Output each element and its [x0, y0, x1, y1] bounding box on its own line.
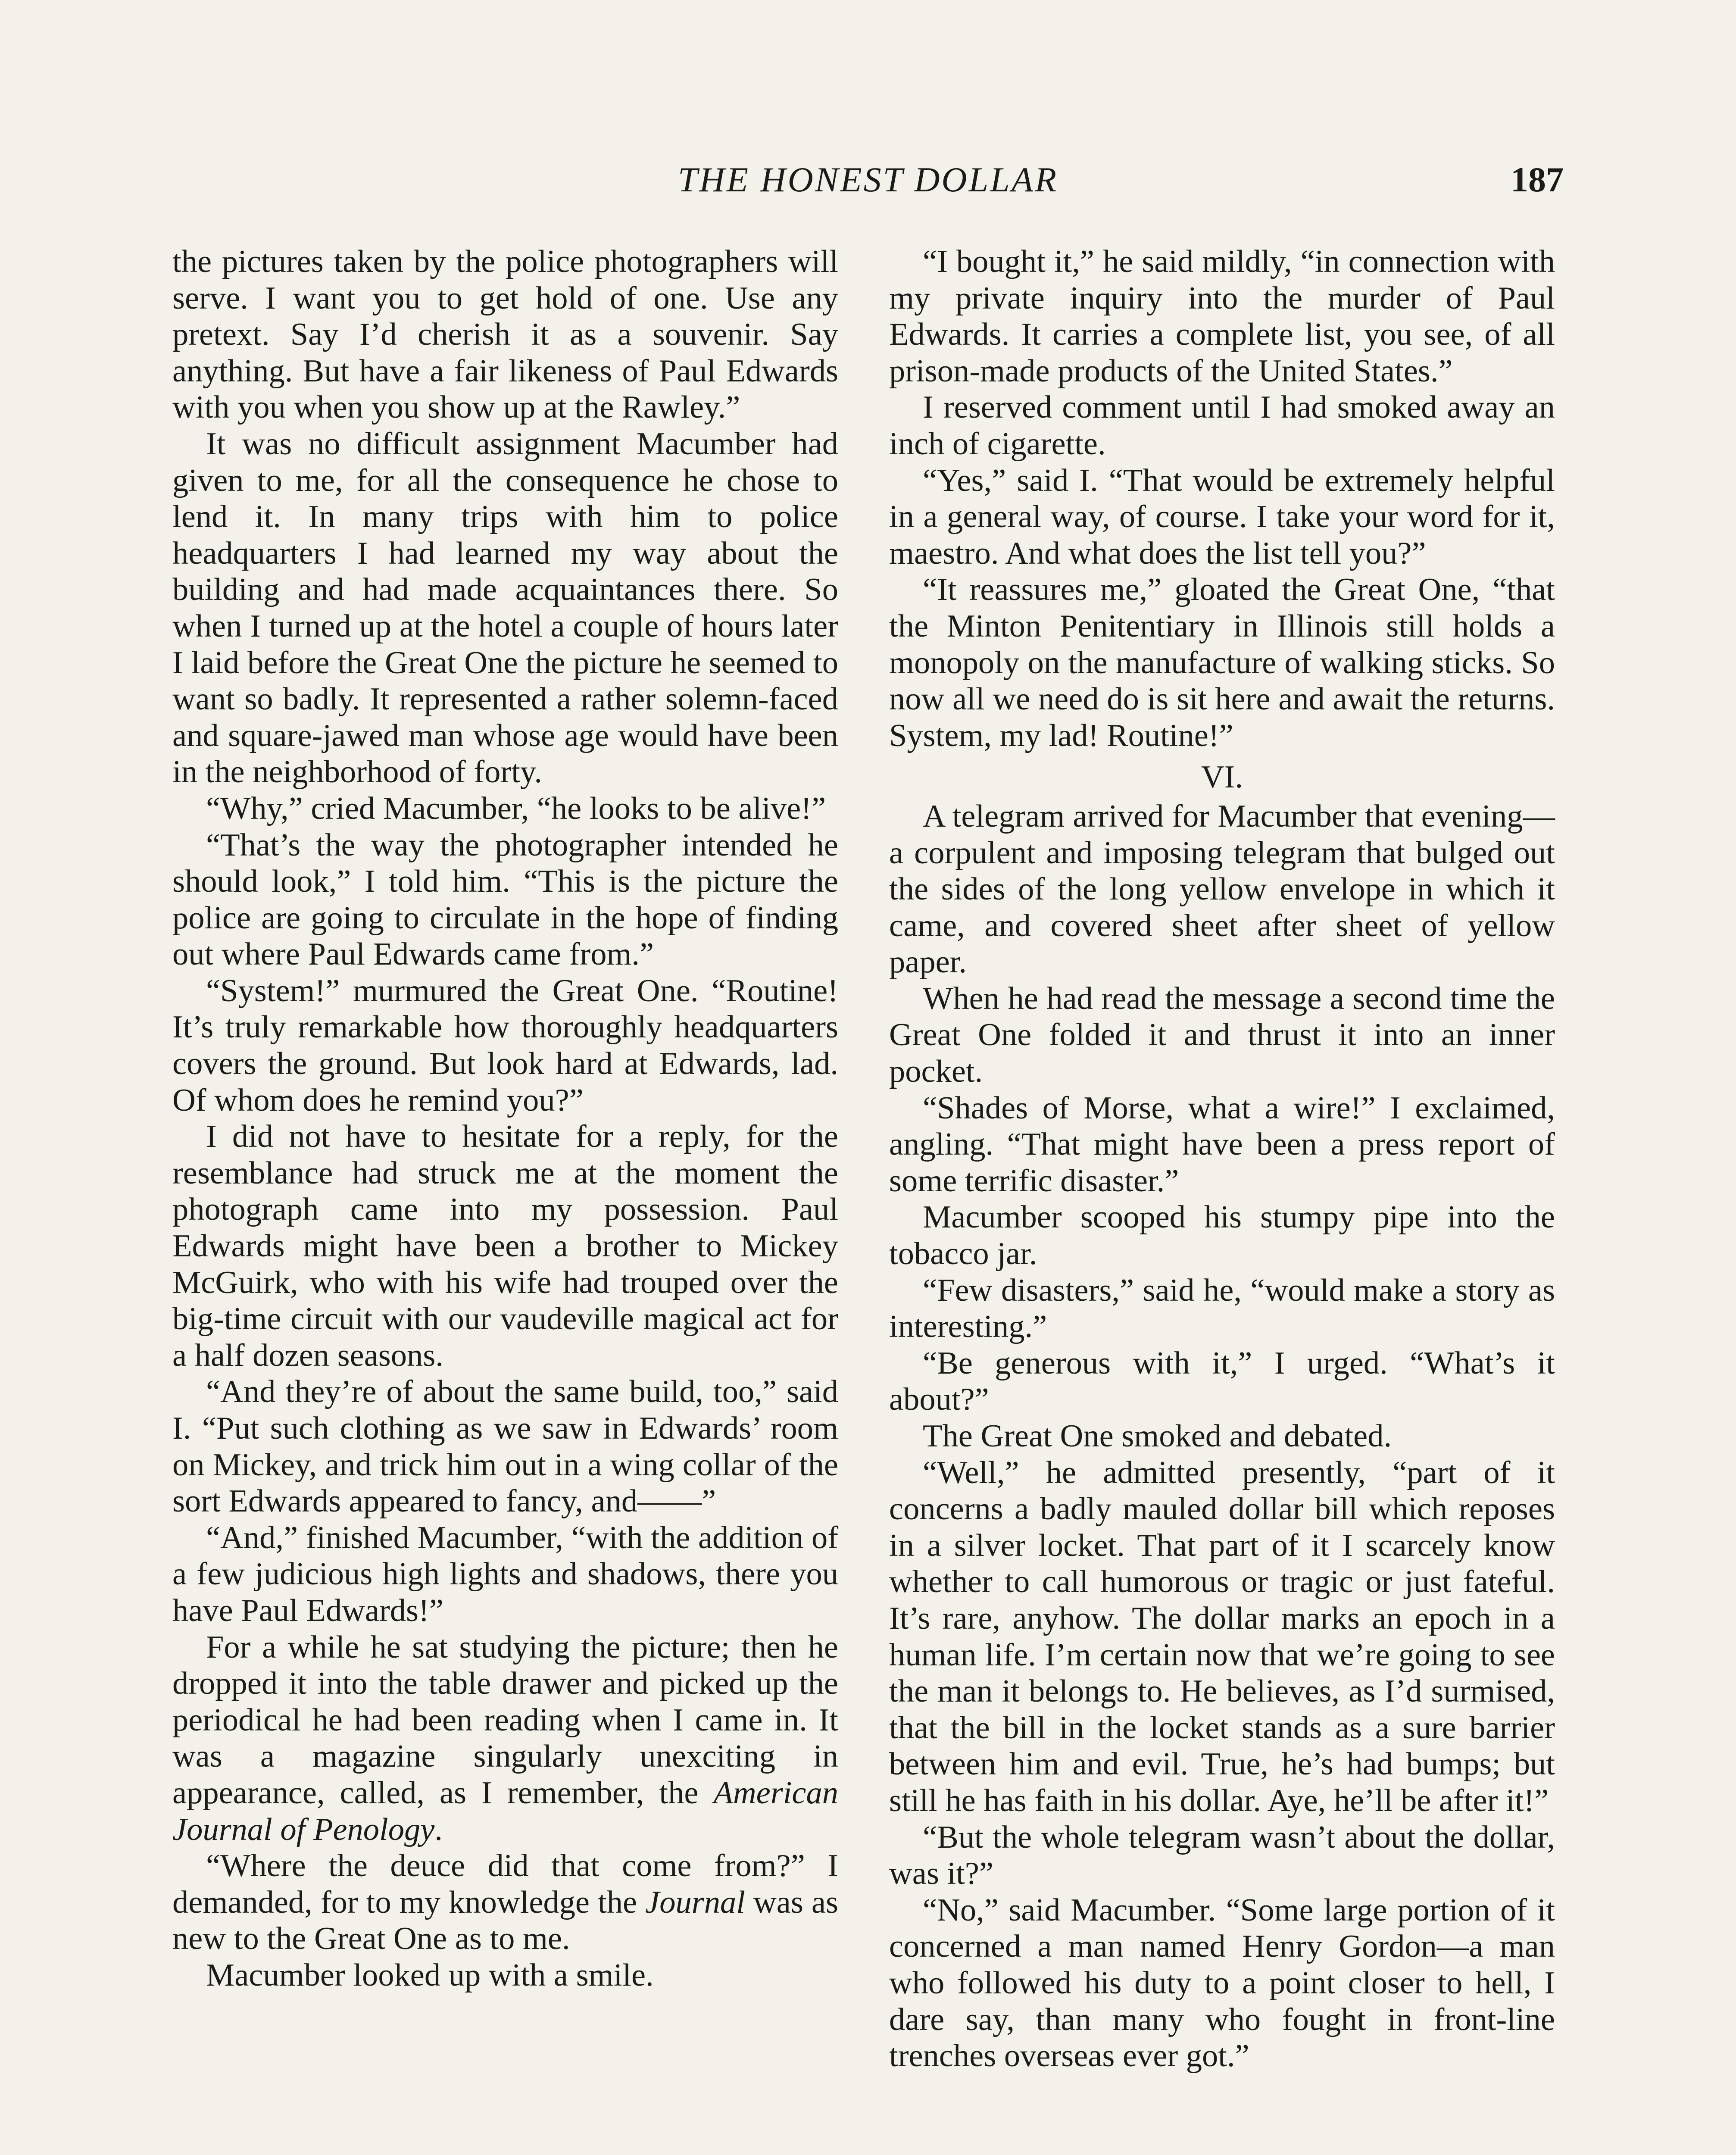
paragraph: the pictures taken by the police photographers will serve. I want you to get hold of one. Use any pretext. Say I’d cherish it as a souvenir. Say anything. But have a fair likeness of Paul Edwards with you when you show up at the Rawley.”: [172, 244, 838, 425]
paragraph: “No,” said Macumber. “Some large portion of it concerned a man named Henry Gordon—a man who followed his duty to a point closer to hell, I dare say, than many who fought in front-line trenches overseas ever got.”: [889, 1892, 1555, 2074]
paragraph: “It reassures me,” gloated the Great One, “that the Minton Penitentiary in Illinois still holds a monopoly on the manufacture of walking sticks. So now all we need do is sit here and await the returns. System, my lad! Routine!”: [889, 572, 1555, 753]
page-number: 187: [1511, 160, 1564, 199]
paragraph: Macumber scooped his stumpy pipe into the tobacco jar.: [889, 1199, 1555, 1272]
paragraph: “And they’re of about the same build, too,” said I. “Put such clothing as we saw in Edwards’ room on Mickey, and trick him out in a wing collar of the sort Edwards appeared to fancy, and——”: [172, 1374, 838, 1519]
paragraph: “That’s the way the photographer intended he should look,” I told him. “This is the picture the police are going to circulate in the hope of finding out where Paul Edwards came from.”: [172, 827, 838, 972]
section-heading: VI.: [1201, 759, 1243, 795]
paragraph-text: For a while he sat studying the picture; then he dropped it into the table drawer and picked up the periodical he had been reading when I came in. It was a magazine singularly unexciting in appearance, called, as I remember, the: [172, 1629, 838, 1811]
right-column: [889, 244, 1555, 2074]
paragraph-journal-intro: [172, 1629, 838, 1848]
journal-end: .: [434, 1811, 443, 1847]
paragraph: “I bought it,” he said mildly, “in connection with my private inquiry into the murder of Paul Edwards. It carries a complete list, you see, of all prison-made products of the United States.”: [889, 244, 1555, 389]
paragraph: When he had read the message a second time the Great One folded it and thrust it into an inner pocket.: [889, 981, 1555, 1090]
paragraph: “Few disasters,” said he, “would make a story as interesting.”: [889, 1272, 1555, 1345]
paragraph: It was no difficult assignment Macumber had given to me, for all the consequence he chose to lend it. In many trips with him to police headquarters I had learned my way about the building and had made acquaintances there. So when I turned up at the hotel a couple of hours later I laid before the Great One the picture he seemed to want so badly. It represented a rather solemn-faced and square-jawed man whose age would have been in the neighborhood of forty.: [172, 426, 838, 790]
paragraph: “Yes,” said I. “That would be extremely helpful in a general way, of course. I take your word for it, maestro. And what does the list tell you?”: [889, 462, 1555, 571]
paragraph: “Be generous with it,” I urged. “What’s it about?”: [889, 1345, 1555, 1418]
paragraph: “And,” finished Macumber, “with the addition of a few judicious high lights and shadows, there you have Paul Edwards!”: [172, 1520, 838, 1628]
paragraph: I reserved comment until I had smoked away an inch of cigarette.: [889, 390, 1555, 462]
paragraph: “Why,” cried Macumber, “he looks to be alive!”: [206, 790, 826, 826]
paragraph: I did not have to hesitate for a reply, for the resemblance had struck me at the moment the photograph came into my possession. Paul Edwards might have been a brother to Mickey McGuirk, who with his wife had trouped over the big-time circuit with our vaudeville magical act for a half dozen seasons.: [172, 1119, 838, 1373]
running-title: THE HONEST DOLLAR: [678, 160, 1058, 199]
left-column: [172, 244, 838, 1994]
journal-title: American Journal of Penology: [172, 1775, 838, 1847]
paragraph: “But the whole telegram wasn’t about the dollar, was it?”: [889, 1819, 1555, 1892]
paragraph: “Shades of Morse, what a wire!” I exclaimed, angling. “That might have been a press report of some terrific disaster.”: [889, 1090, 1555, 1199]
paragraph-text: was as new to the Great One as to me.: [172, 1884, 838, 1957]
paragraph: A telegram arrived for Macumber that evening—a corpulent and imposing telegram that bulged out the sides of the long yellow envelope in which it came, and covered sheet after sheet of yellow paper.: [889, 798, 1555, 980]
paragraph-where: [172, 1848, 838, 1957]
paragraph: Macumber looked up with a smile.: [206, 1957, 654, 1993]
journal-short-title: Journal: [645, 1884, 745, 1920]
paragraph-text: “Where the deuce did that come from?” I demanded, for to my knowledge the: [172, 1848, 838, 1920]
paragraph: The Great One smoked and debated.: [923, 1418, 1392, 1454]
paragraph: “Well,” he admitted presently, “part of it concerns a badly mauled dollar bill which reposes in a silver locket. That part of it I scarcely know whether to call humorous or tragic or just fateful. It’s rare, anyhow. The dollar marks an epoch in a human life. I’m certain now that we’re going to see the man it belongs to. He believes, as I’d surmised, that the bill in the locket stands as a sure barrier between him and evil. True, he’s had bumps; but still he has faith in his dollar. Aye, he’ll be after it!”: [889, 1455, 1555, 1818]
page-header: [0, 159, 1736, 211]
paragraph: “System!” murmured the Great One. “Routine! It’s truly remarkable how thoroughly headquarters covers the ground. But look hard at Edwards, lad. Of whom does he remind you?”: [172, 973, 838, 1118]
